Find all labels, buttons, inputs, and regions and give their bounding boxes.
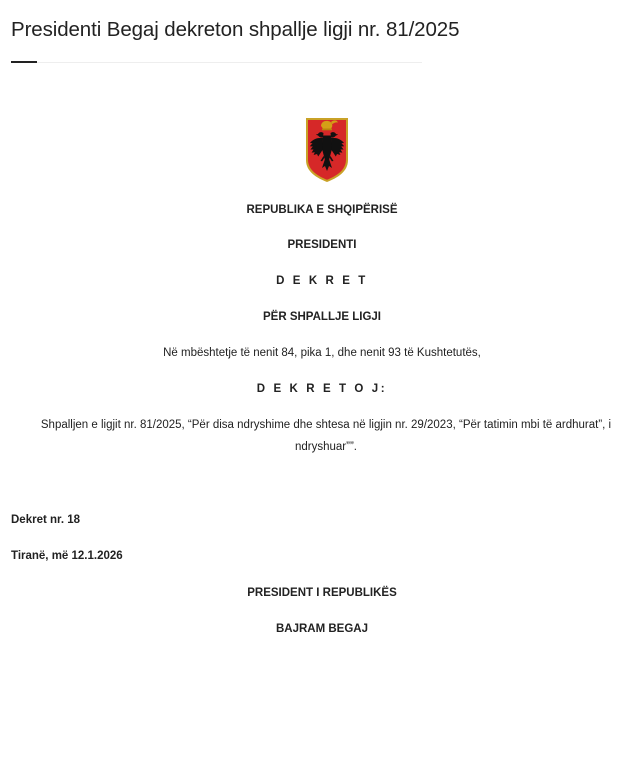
place-date: Tiranë, më 12.1.2026 [11, 550, 123, 562]
signature-title: PRESIDENT I REPUBLIKËS [247, 587, 397, 599]
signature-name: BAJRAM BEGAJ [275, 623, 368, 635]
legal-basis: Në mbështetje të nenit 84, pika 1, dhe nenit 93 të Kushtetutës, [163, 347, 481, 359]
decree-subject: PËR SHPALLJE LIGJI [262, 311, 381, 323]
president-heading: PRESIDENTI [287, 239, 357, 251]
albania-coat-of-arms-icon [304, 116, 350, 183]
republic-heading: REPUBLIKA E SHQIPËRISË [246, 204, 398, 216]
title-divider [11, 62, 422, 63]
decree-heading: D E K R E T [276, 275, 368, 287]
decree-number: Dekret nr. 18 [11, 514, 81, 526]
page-title: Presidenti Begaj dekreton shpallje ligji nr. 81/2025 [11, 18, 460, 41]
decree-body: Shpalljen e ligjit nr. 81/2025, “Për disa ndryshime dhe shtesa në ligjin nr. 29/2023, “Për tatimin mbi të ardhurat”, i ndryshuar””. [40, 419, 612, 453]
decree-verb: D E K R E T O J: [256, 383, 388, 395]
title-accent-bar [11, 61, 37, 63]
